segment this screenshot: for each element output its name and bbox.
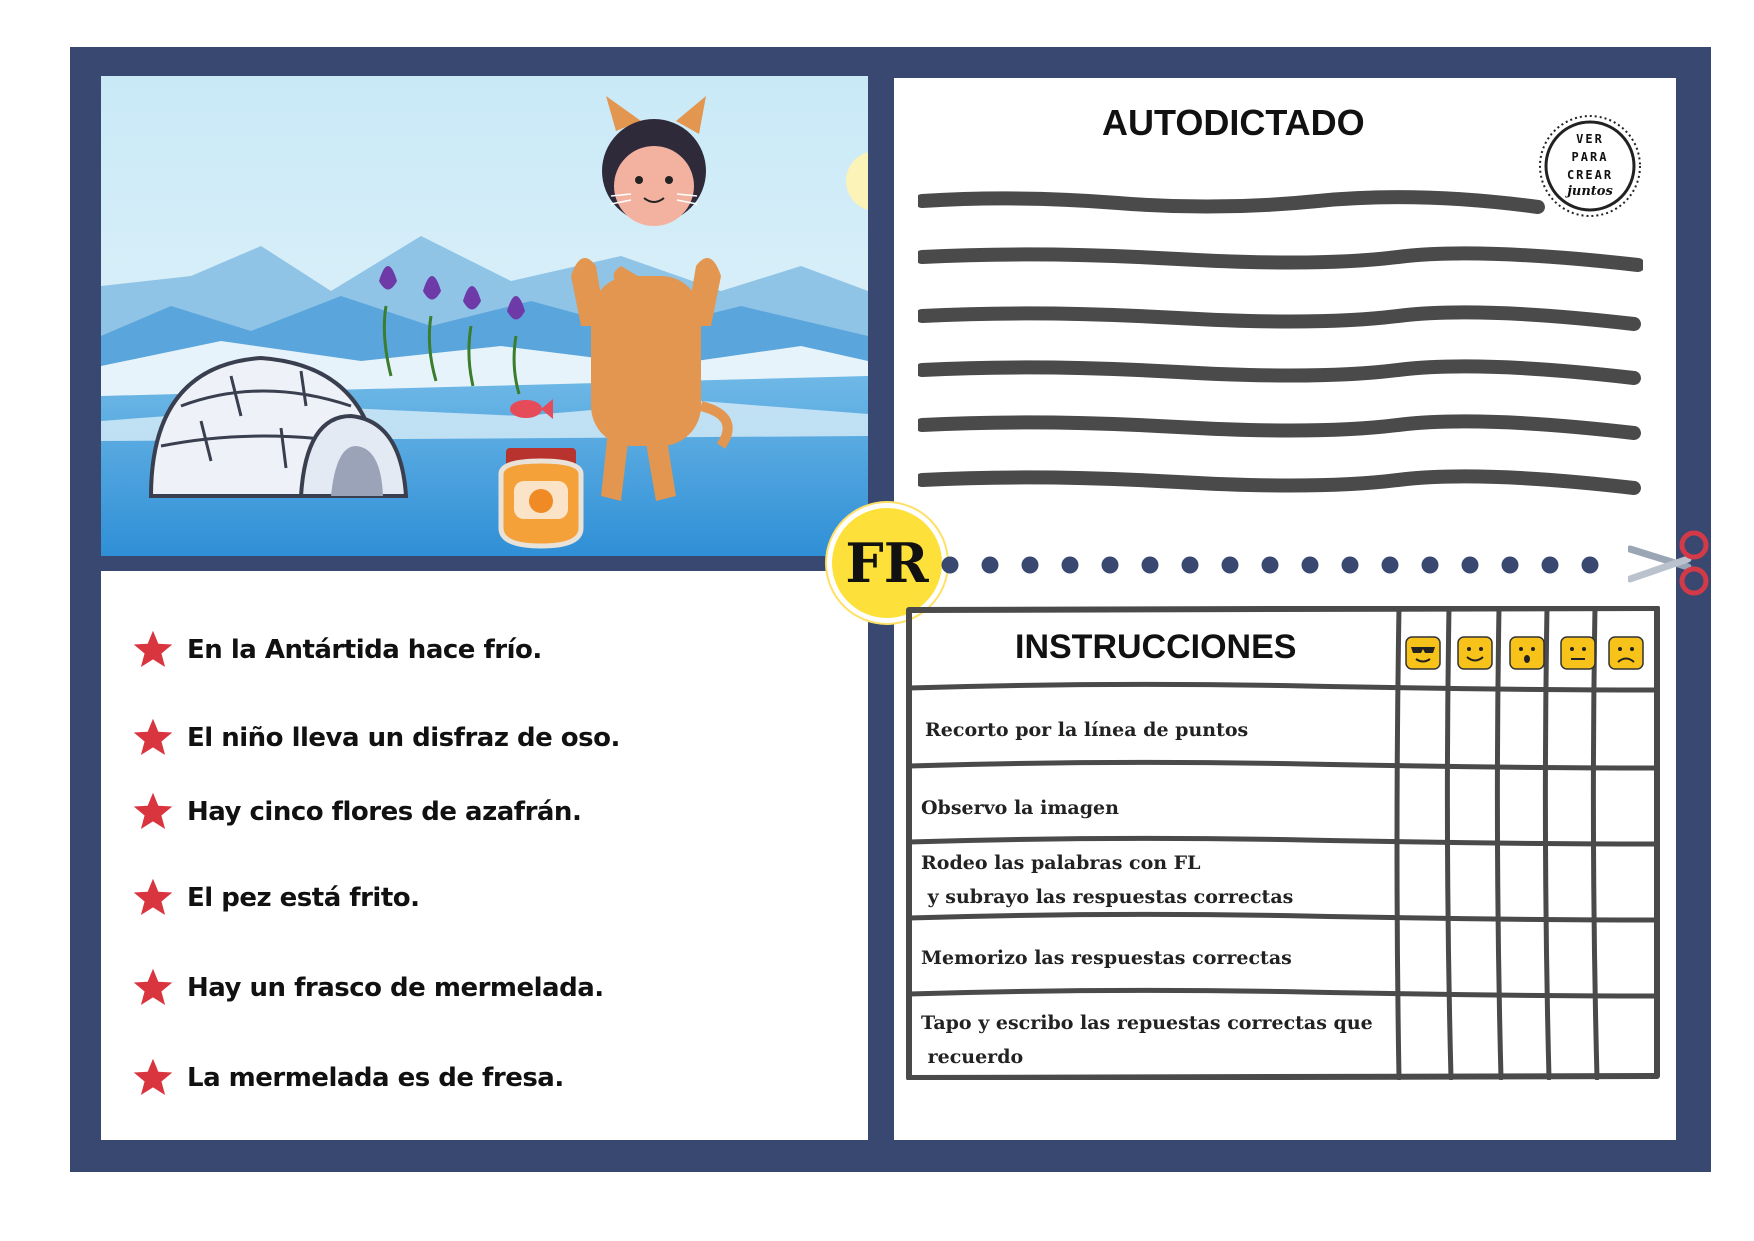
sentence-item (131, 790, 581, 834)
instruction-text: recuerdo (921, 1046, 1024, 1068)
sunglasses-face-icon (1405, 636, 1441, 670)
instruction-row (921, 941, 1292, 975)
instruction-text: Tapo y escribo las repuestas correctas que (921, 1012, 1373, 1034)
scissors-icon (1628, 527, 1710, 599)
instrucciones-title: INSTRUCCIONES (1015, 628, 1297, 666)
neutral-face-icon (1560, 636, 1596, 670)
instruction-text: Observo la imagen (921, 797, 1119, 819)
smiling-face-icon (1457, 636, 1493, 670)
sentence-item (131, 628, 542, 672)
instruction-row (925, 713, 1248, 747)
jam-jar-illustration (501, 448, 581, 546)
sentences-panel (101, 571, 868, 1140)
badge-line: VER (1576, 132, 1604, 146)
instruction-text: Rodeo las palabras con FL (921, 852, 1201, 874)
badge-line: CREAR (1566, 168, 1614, 182)
sentence-item (131, 966, 604, 1010)
sentence-item (131, 1056, 564, 1100)
sentence-text: El pez está frito. (187, 883, 420, 913)
instruction-text: Recorto por la línea de puntos (925, 719, 1249, 741)
instruction-text: Memorizo las respuestas correctas (921, 947, 1292, 969)
star-icon (131, 790, 175, 834)
sentence-text: El niño lleva un disfraz de oso. (187, 723, 620, 753)
star-icon (131, 628, 175, 672)
star-icon (131, 716, 175, 760)
sentence-text: Hay cinco flores de azafrán. (187, 797, 582, 827)
star-icon (131, 1056, 175, 1100)
instruction-row (921, 1006, 1373, 1074)
cut-dotted-line (940, 553, 1630, 577)
sentence-text: Hay un frasco de mermelada. (187, 973, 604, 1003)
instruction-row (921, 846, 1293, 914)
sad-face-icon (1608, 636, 1644, 670)
sentence-item (131, 716, 620, 760)
sentence-text: En la Antártida hace frío. (187, 635, 542, 665)
badge-line: PARA (1571, 150, 1609, 164)
fr-label: FR (845, 531, 929, 595)
illustration-scene (101, 76, 868, 556)
star-icon (131, 966, 175, 1010)
antarctic-scene-illustration (101, 76, 868, 556)
star-icon (131, 876, 175, 920)
instruction-text: y subrayo las respuestas correctas (921, 886, 1294, 908)
badge-line: juntos (1567, 184, 1613, 199)
autodictado-title: AUTODICTADO (1102, 102, 1365, 143)
sentence-item (131, 876, 420, 920)
writing-lines (918, 185, 1643, 505)
surprised-face-icon (1509, 636, 1545, 670)
fr-sound-badge (827, 503, 947, 623)
instruction-row (921, 791, 1119, 825)
sentence-text: La mermelada es de fresa. (187, 1063, 564, 1093)
